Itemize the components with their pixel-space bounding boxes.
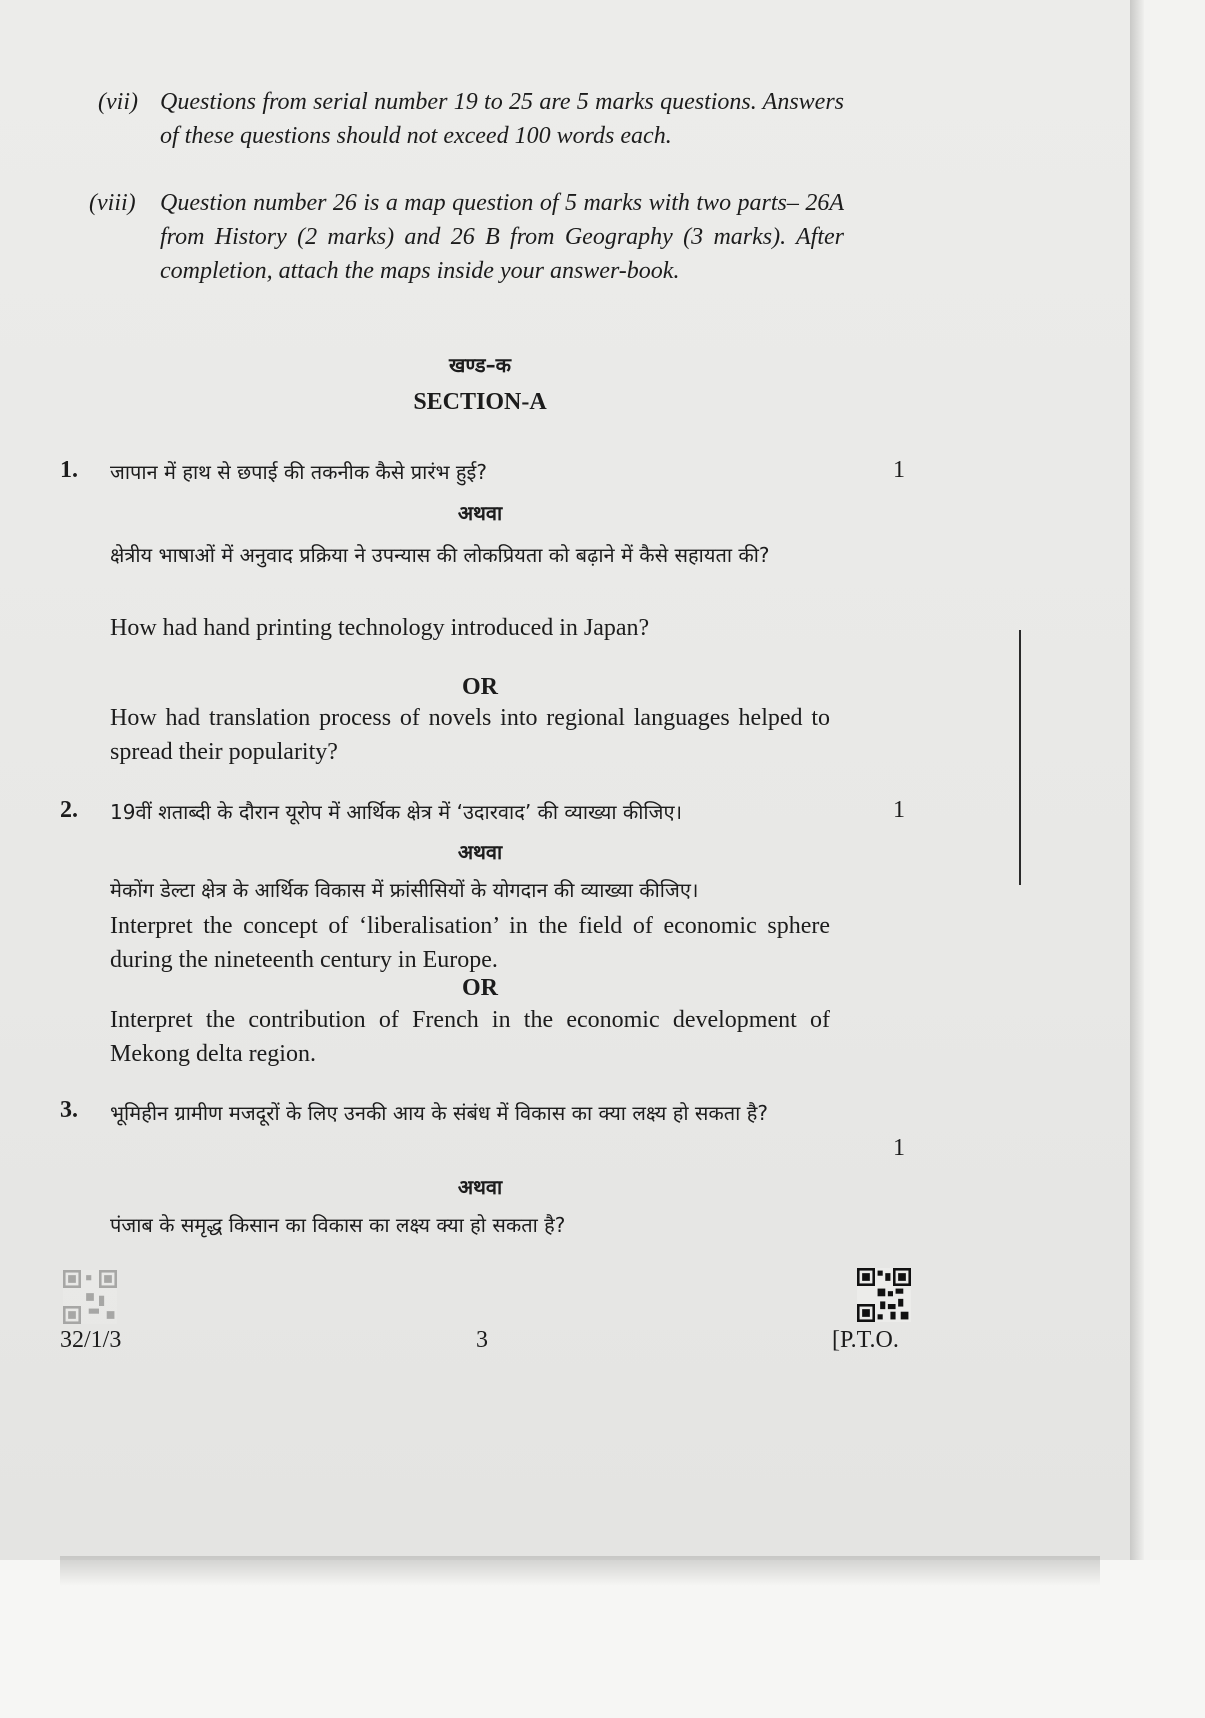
instruction-text: Question number 26 is a map question of 5 marks with two parts– 26A from History (2 marks) and 26 B from Geography (3 marks). After completion, attach the maps inside your answer-book.: [160, 190, 844, 284]
question-number: 3.: [60, 1097, 78, 1123]
instruction-number: (vii): [98, 89, 138, 115]
question-text-hindi: 19वीं शताब्दी के दौरान यूरोप में आर्थिक क्षेत्र में ‘उदारवाद’ की व्याख्या कीजिए।: [110, 800, 683, 824]
alternative-text: How had translation process of novels into regional languages helped to spread their popularity?: [110, 705, 830, 765]
question-number: 1.: [60, 457, 78, 483]
pto-label: [P.T.O.: [832, 1327, 899, 1353]
instruction-text: Questions from serial number 19 to 25 are 5 marks questions. Answers of these questions should not exceed 100 words each.: [160, 89, 844, 149]
or-label: OR: [462, 975, 498, 1001]
alternative-text-hindi: मेकोंग डेल्टा क्षेत्र के आर्थिक विकास में फ्रांसीसियों के योगदान की व्याख्या कीजिए।: [110, 878, 699, 902]
alternative-text-hindi: क्षेत्रीय भाषाओं में अनुवाद प्रक्रिया ने उपन्यास की लोकप्रियता को बढ़ाने में कैसे सहायता की?: [110, 543, 770, 567]
or-hindi: अथवा: [457, 1175, 503, 1199]
qr-code-faded-icon: [63, 1270, 117, 1324]
page-edge: [1130, 0, 1144, 1560]
qr-code-icon: [857, 1268, 911, 1322]
section-heading: SECTION-A: [413, 389, 547, 415]
alternative-text-hindi: पंजाब के समृद्ध किसान का विकास का लक्ष्य क्या हो सकता है?: [110, 1213, 566, 1237]
section-heading-hindi: खण्ड–क: [449, 353, 511, 377]
page-number: 3: [476, 1327, 488, 1353]
question-number: 2.: [60, 797, 78, 823]
question-marks: 1: [893, 1135, 905, 1161]
instruction-number: (viii): [89, 190, 136, 216]
question-marks: 1: [893, 797, 905, 823]
question-text: Interpret the concept of ‘liberalisation’ in the field of economic sphere during the nineteenth century in Europe.: [110, 913, 830, 973]
page-bottom-shadow: [60, 1556, 1100, 1586]
or-hindi: अथवा: [457, 501, 503, 525]
or-label: OR: [462, 674, 498, 700]
question-text-hindi: भूमिहीन ग्रामीण मजदूरों के लिए उनकी आय के संबंध में विकास का क्या लक्ष्य हो सकता है?: [110, 1101, 768, 1125]
alternative-text: Interpret the contribution of French in the economic development of Mekong delta region.: [110, 1007, 830, 1067]
question-text-hindi: जापान में हाथ से छपाई की तकनीक कैसे प्रारंभ हुई?: [110, 460, 487, 484]
question-text: How had hand printing technology introduced in Japan?: [110, 615, 650, 641]
or-hindi: अथवा: [457, 840, 503, 864]
question-marks: 1: [893, 457, 905, 483]
paper-code: 32/1/3: [60, 1327, 122, 1353]
margin-line: [1019, 630, 1021, 885]
